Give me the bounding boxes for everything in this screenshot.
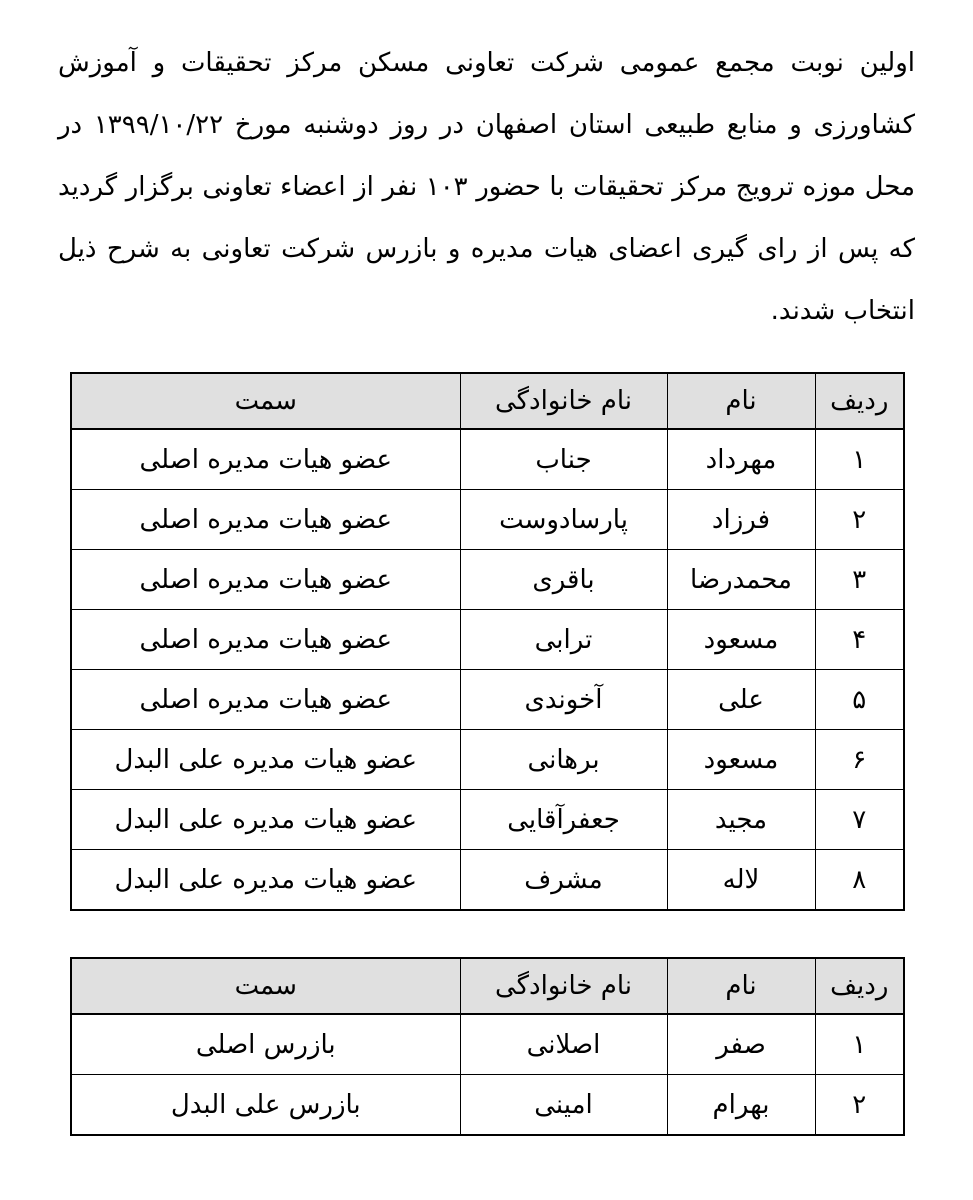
cell-position: عضو هیات مدیره اصلی	[71, 550, 460, 610]
cell-last-name: جعفرآقایی	[460, 790, 667, 850]
cell-first-name: مهرداد	[667, 429, 815, 490]
cell-position: عضو هیات مدیره علی البدل	[71, 730, 460, 790]
table-row	[71, 1014, 904, 1075]
cell-row-no: ۵	[815, 670, 904, 730]
cell-last-name: اصلانی	[460, 1014, 667, 1075]
header-position: سمت	[71, 958, 460, 1014]
cell-position: عضو هیات مدیره اصلی	[71, 490, 460, 550]
board-members-table	[70, 372, 905, 911]
table-row	[71, 550, 904, 610]
cell-position: عضو هیات مدیره علی البدل	[71, 790, 460, 850]
cell-first-name: مجید	[667, 790, 815, 850]
table-row	[71, 490, 904, 550]
cell-first-name: مسعود	[667, 610, 815, 670]
cell-row-no: ۲	[815, 1075, 904, 1136]
header-row-no: ردیف	[815, 958, 904, 1014]
cell-row-no: ۶	[815, 730, 904, 790]
cell-position: عضو هیات مدیره اصلی	[71, 670, 460, 730]
cell-row-no: ۸	[815, 850, 904, 911]
inspectors-table	[70, 957, 905, 1136]
table-row	[71, 429, 904, 490]
cell-last-name: امینی	[460, 1075, 667, 1136]
cell-first-name: صفر	[667, 1014, 815, 1075]
cell-row-no: ۷	[815, 790, 904, 850]
cell-first-name: محمدرضا	[667, 550, 815, 610]
cell-last-name: جناب	[460, 429, 667, 490]
cell-position: بازرس اصلی	[71, 1014, 460, 1075]
cell-last-name: باقری	[460, 550, 667, 610]
header-first-name: نام	[667, 958, 815, 1014]
paragraph-line: اولین نوبت مجمع عمومی شرکت تعاونی مسکن مرکز تحقیقات و آموزش	[58, 48, 915, 78]
cell-row-no: ۱	[815, 429, 904, 490]
cell-last-name: مشرف	[460, 850, 667, 911]
cell-last-name: آخوندی	[460, 670, 667, 730]
header-first-name: نام	[667, 373, 815, 429]
intro-paragraph	[58, 32, 915, 342]
cell-last-name: برهانی	[460, 730, 667, 790]
paragraph-line: کشاورزی و منابع طبیعی استان اصفهان در روز دوشنبه مورخ ۱۳۹۹/۱۰/۲۲ در	[58, 110, 915, 140]
cell-position: عضو هیات مدیره اصلی	[71, 610, 460, 670]
header-row-no: ردیف	[815, 373, 904, 429]
cell-first-name: فرزاد	[667, 490, 815, 550]
table-row	[71, 790, 904, 850]
table-row	[71, 670, 904, 730]
header-last-name: نام خانوادگی	[460, 958, 667, 1014]
cell-last-name: پارسادوست	[460, 490, 667, 550]
cell-first-name: علی	[667, 670, 815, 730]
cell-position: عضو هیات مدیره اصلی	[71, 429, 460, 490]
cell-row-no: ۴	[815, 610, 904, 670]
paragraph-line: انتخاب شدند.	[770, 296, 915, 326]
cell-first-name: لاله	[667, 850, 815, 911]
cell-last-name: ترابی	[460, 610, 667, 670]
table-header-row	[71, 958, 904, 1014]
cell-row-no: ۳	[815, 550, 904, 610]
cell-position: بازرس علی البدل	[71, 1075, 460, 1136]
cell-first-name: بهرام	[667, 1075, 815, 1136]
cell-first-name: مسعود	[667, 730, 815, 790]
table-row	[71, 850, 904, 911]
paragraph-line: محل موزه ترویج مرکز تحقیقات با حضور ۱۰۳ نفر از اعضاء تعاونی برگزار گردید	[58, 172, 916, 202]
table-header-row	[71, 373, 904, 429]
header-position: سمت	[71, 373, 460, 429]
cell-row-no: ۲	[815, 490, 904, 550]
paragraph-line: که پس از رای گیری اعضای هیات مدیره و بازرس شرکت تعاونی به شرح ذیل	[58, 234, 915, 264]
cell-position: عضو هیات مدیره علی البدل	[71, 850, 460, 911]
header-last-name: نام خانوادگی	[460, 373, 667, 429]
table-row	[71, 610, 904, 670]
table-row	[71, 730, 904, 790]
cell-row-no: ۱	[815, 1014, 904, 1075]
table-row	[71, 1075, 904, 1136]
